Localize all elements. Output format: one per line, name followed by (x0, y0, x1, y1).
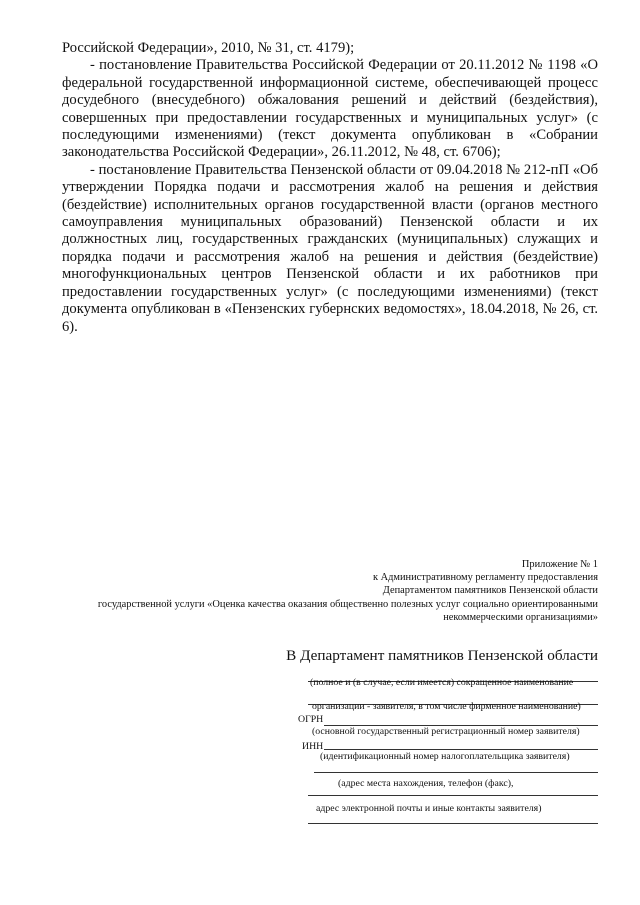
appendix-line: некоммерческими организациями» (443, 611, 598, 623)
ogrn-label: ОГРН (298, 714, 324, 725)
inn-field-line (324, 749, 598, 750)
paragraph-continuation: Российской Федерации», 2010, № 31, ст. 4179); (62, 40, 355, 56)
caption-contacts: адрес электронной почты и иные контакты заявителя) (316, 803, 542, 814)
contacts-line-2 (308, 823, 598, 824)
appendix-header (38, 558, 598, 624)
caption-address: (адрес места нахождения, телефон (факс), (338, 778, 514, 789)
legal-basis-text (62, 40, 598, 336)
address-line (314, 772, 598, 773)
appendix-line: государственной услуги «Оценка качества оказания общественно полезных услуг социально ориентированными (97, 598, 598, 610)
caption-firm-name: организации - заявителя, в том числе фирменное наименование) (312, 701, 581, 712)
paragraph-resolution-212: - постановление Правительства Пензенской области от 09.04.2018 № 212-пП «Об утверждении Порядка подачи и рассмотрения жалоб на решения и действия (бездействие) исполнительных органов государственной власти (органов местного самоуправления муниципальных образований) Пензенской области и их должностных лиц, государственных гражданских (муниципальных) служащих и порядка подачи и рассмотрения жалоб на решения и действия (бездействие) многофункциональных центров Пензенской области и их работников при предоставлении государственных услуг» (с последующими изменениями) (текст документа опубликован в «Пензенских губернских ведомостях», 18.04.2018, № 26, ст. 6). (62, 161, 598, 335)
appendix-line: к Административному регламенту предоставления (372, 572, 598, 584)
paragraph-resolution-1198: - постановление Правительства Российской Федерации от 20.11.2012 № 1198 «О федеральной государственной информационной системе, обеспечивающей процесс досудебного (внесудебного) обжалования решений и действий (бездействия), совершенных при предоставлении государственных и муниципальных услуг» (с последующими изменениями) (текст документа опубликован в «Собрании законодательства Российской Федерации», 26.11.2012, № 48, ст. 6706); (62, 57, 598, 161)
inn-label: ИНН (302, 741, 324, 752)
caption-ogrn: (основной государственный регистрационный номер заявителя) (312, 726, 580, 737)
caption-full-name: (полное и (в случае, если имеется) сокращенное наименование (310, 677, 574, 688)
appendix-number: Приложение № 1 (521, 559, 598, 570)
caption-inn: (идентификационный номер налогоплательщика заявителя) (320, 751, 570, 762)
contacts-line (308, 795, 598, 796)
addressee-heading: В Департамент памятников Пензенской области (286, 647, 598, 664)
appendix-line: Департаментом памятников Пензенской области (382, 585, 598, 597)
